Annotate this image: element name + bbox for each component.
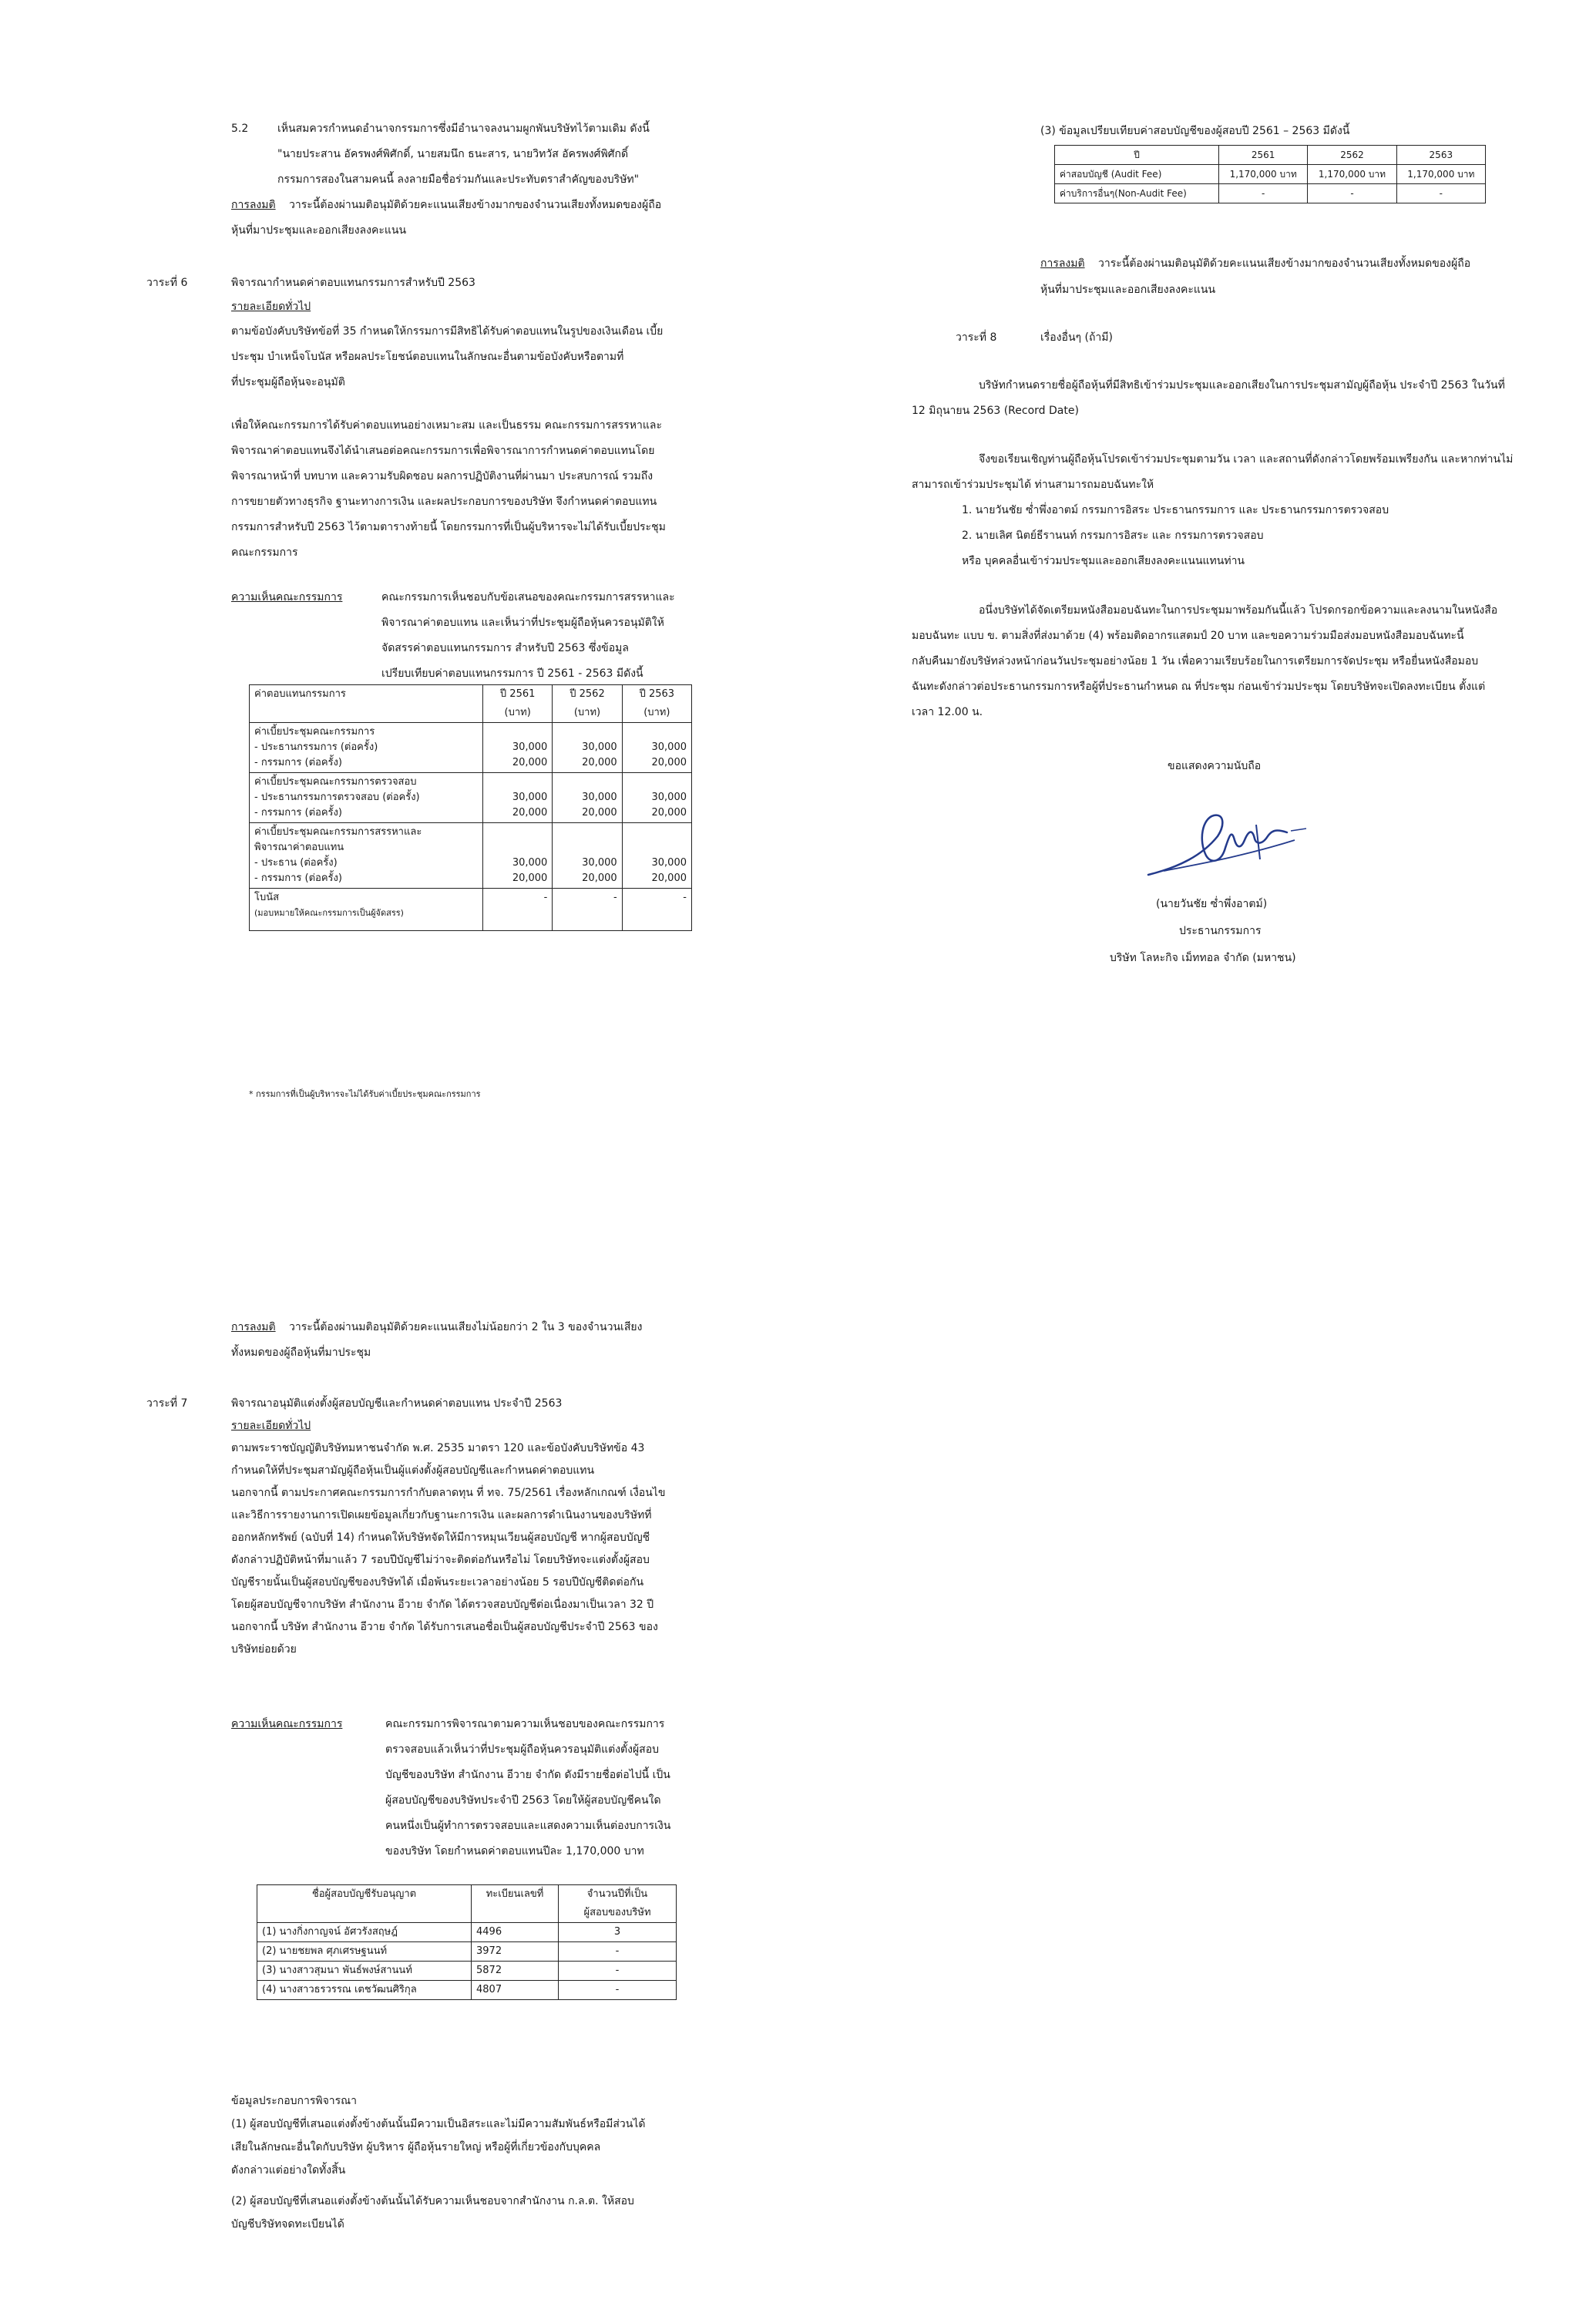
row-label: - กรรมการ (ต่อครั้ง) (254, 807, 342, 819)
resolution-label: การลงมติ (1040, 257, 1085, 270)
para-line: กำหนดให้ที่ประชุมสามัญผู้ถือหุ้นเป็นผู้แต่งตั้งผู้สอบบัญชีและกำหนดค่าตอบแทน (231, 1464, 595, 1477)
table-row (1055, 184, 1486, 203)
company-name: บริษัท โลหะกิจ เม็ททอล จำกัด (มหาชน) (1110, 952, 1296, 964)
table-row (257, 1981, 677, 2000)
para-line: คณะกรรมการ (231, 546, 298, 559)
resolution-text: วาระนี้ต้องผ่านมติอนุมัติด้วยคะแนนเสียงข้างมากของจำนวนเสียงทั้งหมดของผู้ถือ (289, 199, 662, 211)
row-label: - กรรมการ (ต่อครั้ง) (254, 872, 342, 884)
para-line: ที่ประชุมผู้ถือหุ้นจะอนุมัติ (231, 376, 345, 388)
row-label: - ประธานกรรมการตรวจสอบ (ต่อครั้ง) (254, 792, 420, 803)
table-cell: - (1396, 184, 1485, 203)
row-label: - กรรมการ (ต่อครั้ง) (254, 757, 342, 768)
para-line: ตามข้อบังคับบริษัทข้อที่ 35 กำหนดให้กรรมการมีสิทธิได้รับค่าตอบแทนในรูปของเงินเดือน เบี้ย (231, 325, 664, 338)
para-line: การขยายตัวทางธุรกิจ ฐานะทางการเงิน และผลประกอบการของบริษัท จึงกำหนดค่าตอบแทน (231, 496, 657, 508)
para-line: ตามพระราชบัญญัติบริษัทมหาชนจำกัด พ.ศ. 2535 มาตรา 120 และข้อบังคับบริษัทข้อ 43 (231, 1442, 645, 1454)
para-line: เวลา 12.00 น. (912, 706, 983, 718)
signer-name: (นายวันชัย ซ่ำพึ่งอาตม์) (1156, 898, 1268, 910)
table-header: 2562 (1308, 146, 1396, 165)
opinion-line: เปรียบเทียบค่าตอบแทนกรรมการ ปี 2561 - 2563 มีดังนี้ (381, 667, 643, 680)
para-line: ออกหลักทรัพย์ (ฉบับที่ 14) กำหนดให้บริษัทจัดให้มีการหมุนเวียนผู้สอบบัญชี หากผู้สอบบัญชี (231, 1531, 650, 1544)
auditor-reg: 4807 (472, 1981, 559, 2000)
auditor-years: - (559, 1981, 677, 2000)
item-line: (3) ข้อมูลเปรียบเทียบค่าสอบบัญชีของผู้สอบปี 2561 – 2563 มีดังนี้ (1040, 125, 1350, 137)
item-line: เห็นสมควรกำหนดอำนาจกรรมการซึ่งมีอำนาจลงนามผูกพันบริษัทไว้ตามเดิม ดังนี้ (277, 123, 650, 135)
resolution-label: การลงมติ (231, 199, 276, 211)
resolution-text: ทั้งหมดของผู้ถือหุ้นที่มาประชุม (231, 1346, 371, 1359)
table-unit: (บาท) (622, 704, 691, 723)
para-line: กรรมการสำหรับปี 2563 ไว้ตามตารางท้ายนี้ โดยกรรมการที่เป็นผู้บริหารจะไม่ได้รับเบี้ยประชุม (231, 521, 666, 533)
info-line: เสียในลักษณะอื่นใดกับบริษัท ผู้บริหาร ผู้ถือหุ้นรายใหญ่ หรือผู้ที่เกี่ยวข้องกับบุคคล (231, 2141, 601, 2153)
table-cell: 1,170,000 บาท (1396, 165, 1485, 184)
table-unit: (บาท) (553, 704, 622, 723)
para-line: พิจารณาหน้าที่ บทบาท และความรับผิดชอบ ผลการปฏิบัติงานที่ผ่านมา ประสบการณ์ รวมถึง (231, 470, 654, 482)
resolution-label: การลงมติ (231, 1321, 276, 1333)
opinion-line: ตรวจสอบแล้วเห็นว่าที่ประชุมผู้ถือหุ้นควรอนุมัติแต่งตั้งผู้สอบ (385, 1743, 660, 1756)
agenda-label: วาระที่ 7 (146, 1397, 188, 1410)
para-line: บริษัทกำหนดรายชื่อผู้ถือหุ้นที่มีสิทธิเข้าร่วมประชุมและออกเสียงในการประชุมสามัญผู้ถือหุ้น ประจำปี 2563 ในวันที่ (979, 379, 1505, 392)
table-footnote: * กรรมการที่เป็นผู้บริหารจะไม่ได้รับค่าเบี้ยประชุมคณะกรรมการ (249, 1089, 481, 1099)
para-line: ฉันทะดังกล่าวต่อประธานกรรมการหรือผู้ที่ประธานกำหนด ณ ที่ประชุม ก่อนเข้าร่วมประชุม โดยบริษัทจะเปิดลงทะเบียน ตั้งแต่ (912, 681, 1486, 693)
agenda-title: เรื่องอื่นๆ (ถ้ามี) (1040, 331, 1113, 344)
item-line: "นายประสาน อัครพงศ์พิศักดิ์, นายสมนึก ธนะสาร, นายวิทวัส อัครพงศ์พิศักดิ์ (277, 148, 629, 160)
para-line: ดังกล่าวปฏิบัติหน้าที่มาแล้ว 7 รอบปีบัญชีไม่ว่าจะติดต่อกันหรือไม่ โดยบริษัทจะแต่งตั้งผู้สอบ (231, 1554, 650, 1566)
agenda-label: วาระที่ 6 (146, 277, 188, 289)
row-label: ค่าบริการอื่นๆ(Non-Audit Fee) (1055, 184, 1219, 203)
opinion-label: ความเห็นคณะกรรมการ (231, 1718, 343, 1730)
table-header: จำนวนปีที่เป็น (559, 1885, 677, 1904)
table-cell: 1,170,000 บาท (1308, 165, 1396, 184)
detail-label: รายละเอียดทั่วไป (231, 1420, 311, 1432)
table-header: ทะเบียนเลขที่ (472, 1885, 559, 1923)
table-header: ชื่อผู้สอบบัญชีรับอนุญาต (257, 1885, 472, 1923)
table-cell: - (622, 889, 691, 931)
table-header: ปี 2561 (483, 685, 553, 704)
table-cell: 30,000 20,000 (553, 723, 622, 773)
para-line: กลับคืนมายังบริษัทล่วงหน้าก่อนวันประชุมอย่างน้อย 1 วัน เพื่อความเรียบร้อยในการเตรียมการจัดประชุม หรือยื่นหนังสือมอบ (912, 655, 1479, 667)
table-row (1055, 165, 1486, 184)
row-label: - ประธานกรรมการ (ต่อครั้ง) (254, 741, 378, 753)
table-group (250, 889, 483, 931)
table-cell: 30,000 20,000 (553, 823, 622, 889)
table-cell: 30,000 20,000 (483, 823, 553, 889)
proxy-line: หรือ บุคคลอื่นเข้าร่วมประชุมและออกเสียงลงคะแนนแทนท่าน (962, 555, 1245, 567)
table-cell: 30,000 20,000 (622, 823, 691, 889)
auditor-years: 3 (559, 1923, 677, 1942)
group-title: ค่าเบี้ยประชุมคณะกรรมการ (254, 726, 375, 738)
para-line: บัญชีรายนั้นเป็นผู้สอบบัญชีของบริษัทได้ เมื่อพ้นระยะเวลาอย่างน้อย 5 รอบปีบัญชีติดต่อกัน (231, 1576, 644, 1588)
table-unit: (บาท) (483, 704, 553, 723)
para-line: สามารถเข้าร่วมประชุมได้ ท่านสามารถมอบฉันทะให้ (912, 479, 1154, 491)
auditor-name: (2) นายชยพล ศุภเศรษฐนนท์ (257, 1942, 472, 1962)
para-line: นอกจากนี้ บริษัท สำนักงาน อีวาย จำกัด ได้รับการเสนอชื่อเป็นผู้สอบบัญชีประจำปี 2563 ของ (231, 1621, 658, 1633)
group-title: ค่าเบี้ยประชุมคณะกรรมการสรรหาและ (254, 826, 422, 838)
table-group (250, 723, 483, 773)
table-row (257, 1942, 677, 1962)
table-row (257, 1923, 677, 1942)
auditor-reg: 4496 (472, 1923, 559, 1942)
table-header: 2563 (1396, 146, 1485, 165)
para-line: จึงขอเรียนเชิญท่านผู้ถือหุ้นโปรดเข้าร่วมประชุมตามวัน เวลา และสถานที่ดังกล่าวโดยพร้อมเพรียงกัน และหากท่านไม่ (979, 453, 1514, 466)
table-cell: - (553, 889, 622, 931)
table-header: ค่าตอบแทนกรรมการ (250, 685, 483, 723)
table-header: ปี 2563 (622, 685, 691, 704)
info-line: (1) ผู้สอบบัญชีที่เสนอแต่งตั้งข้างต้นนั้นมีความเป็นอิสระและไม่มีความสัมพันธ์หรือมีส่วนได้ (231, 2118, 646, 2130)
proxy-line: 1. นายวันชัย ซ่ำพึ่งอาตม์ กรรมการอิสระ ประธานกรรมการ และ ประธานกรรมการตรวจสอบ (962, 504, 1389, 516)
table-cell: 1,170,000 บาท (1219, 165, 1308, 184)
table-cell: - (1219, 184, 1308, 203)
table-cell: - (1308, 184, 1396, 203)
table-header: 2561 (1219, 146, 1308, 165)
table-cell: 30,000 20,000 (622, 773, 691, 823)
auditor-name: (1) นางกิ่งกาญจน์ อัศวรังสฤษฎ์ (257, 1923, 472, 1942)
para-line: เพื่อให้คณะกรรมการได้รับค่าตอบแทนอย่างเหมาะสม และเป็นธรรม คณะกรรมการสรรหาและ (231, 419, 662, 432)
agenda-title: พิจารณากำหนดค่าตอบแทนกรรมการสำหรับปี 2563 (231, 277, 475, 289)
opinion-line: คณะกรรมการพิจารณาตามความเห็นชอบของคณะกรรมการ (385, 1718, 665, 1730)
auditor-reg: 5872 (472, 1962, 559, 1981)
auditor-years: - (559, 1962, 677, 1981)
para-line: อนึ่งบริษัทได้จัดเตรียมหนังสือมอบฉันทะในการประชุมมาพร้อมกันนี้แล้ว โปรดกรอกข้อความและลงนามในหนังสือ (979, 604, 1498, 617)
closing: ขอแสดงความนับถือ (1168, 760, 1262, 772)
item-line: กรรมการสองในสามคนนี้ ลงลายมือชื่อร่วมกันและประทับตราสำคัญของบริษัท" (277, 173, 640, 186)
resolution-text: หุ้นที่มาประชุมและออกเสียงลงคะแนน (231, 224, 407, 237)
para-line: พิจารณาค่าตอบแทนจึงได้นำเสนอต่อคณะกรรมการเพื่อพิจารณาการกำหนดค่าตอบแทนโดย (231, 445, 655, 457)
table-header: ผู้สอบของบริษัท (559, 1904, 677, 1923)
info-line: บัญชีบริษัทจดทะเบียนได้ (231, 2218, 344, 2231)
info-line: (2) ผู้สอบบัญชีที่เสนอแต่งตั้งข้างต้นนั้นได้รับความเห็นชอบจากสำนักงาน ก.ล.ต. ให้สอบ (231, 2195, 634, 2207)
group-title: พิจารณาค่าตอบแทน (254, 842, 344, 853)
table-cell: 30,000 20,000 (622, 723, 691, 773)
para-line: 12 มิถุนายน 2563 (Record Date) (912, 405, 1079, 417)
item-number: 5.2 (231, 123, 249, 135)
opinion-line: ผู้สอบบัญชีของบริษัทประจำปี 2563 โดยให้ผู้สอบบัญชีคนใด (385, 1794, 661, 1807)
signer-title: ประธานกรรมการ (1179, 925, 1262, 937)
group-title: ค่าเบี้ยประชุมคณะกรรมการตรวจสอบ (254, 776, 417, 788)
row-note: (มอบหมายให้คณะกรรมการเป็นผู้จัดสรร) (254, 908, 404, 918)
info-title: ข้อมูลประกอบการพิจารณา (231, 2095, 358, 2107)
para-line: และวิธีการรายงานการเปิดเผยข้อมูลเกี่ยวกับฐานะการเงิน และผลการดำเนินงานของบริษัทที่ (231, 1509, 652, 1521)
signature-image (1133, 794, 1326, 886)
opinion-line: คนหนึ่งเป็นผู้ทำการตรวจสอบและแสดงความเห็นต่องบการเงิน (385, 1820, 671, 1832)
table-cell: 30,000 20,000 (483, 773, 553, 823)
auditor-table (257, 1884, 677, 2000)
table-header: ปี (1055, 146, 1219, 165)
table-header: ปี 2562 (553, 685, 622, 704)
proxy-line: 2. นายเลิศ นิตย์ธีรานนท์ กรรมการอิสระ และ กรรมการตรวจสอบ (962, 529, 1264, 542)
row-label: โบนัส (254, 892, 280, 903)
resolution-text: วาระนี้ต้องผ่านมติอนุมัติด้วยคะแนนเสียงไม่น้อยกว่า 2 ใน 3 ของจำนวนเสียง (289, 1321, 643, 1333)
row-label: ค่าสอบบัญชี (Audit Fee) (1055, 165, 1219, 184)
para-line: นอกจากนี้ ตามประกาศคณะกรรมการกำกับตลาดทุน ที่ ทจ. 75/2561 เรื่องหลักเกณฑ์ เงื่อนไข (231, 1487, 666, 1499)
table-group (250, 773, 483, 823)
table-group (250, 823, 483, 889)
para-line: ประชุม บำเหน็จโบนัส หรือผลประโยชน์ตอบแทนในลักษณะอื่นตามข้อบังคับหรือตามที่ (231, 351, 624, 363)
opinion-line: พิจารณาค่าตอบแทน และเห็นว่าที่ประชุมผู้ถือหุ้นควรอนุมัติให้ (381, 617, 664, 629)
opinion-line: คณะกรรมการเห็นชอบกับข้อเสนอของคณะกรรมการสรรหาและ (381, 591, 675, 603)
table-cell: - (483, 889, 553, 931)
audit-fee-table (1054, 145, 1486, 203)
table-cell: 30,000 20,000 (553, 773, 622, 823)
auditor-name: (3) นางสาวสุมนา พันธ์พงษ์สานนท์ (257, 1962, 472, 1981)
table-cell: 30,000 20,000 (483, 723, 553, 773)
para-line: มอบฉันทะ แบบ ข. ตามสิ่งที่ส่งมาด้วย (4) พร้อมติดอากรแสตมป์ 20 บาท และขอความร่วมมือส่งมอบหนังสือมอบฉันทะนี้ (912, 630, 1464, 642)
resolution-text: วาระนี้ต้องผ่านมติอนุมัติด้วยคะแนนเสียงข้างมากของจำนวนเสียงทั้งหมดของผู้ถือ (1098, 257, 1471, 270)
auditor-years: - (559, 1942, 677, 1962)
detail-label: รายละเอียดทั่วไป (231, 301, 311, 313)
opinion-line: บัญชีของบริษัท สำนักงาน อีวาย จำกัด ดังมีรายชื่อต่อไปนี้ เป็น (385, 1769, 670, 1781)
row-label: - ประธาน (ต่อครั้ง) (254, 857, 338, 869)
info-line: ดังกล่าวแต่อย่างใดทั้งสิ้น (231, 2164, 346, 2177)
para-line: โดยผู้สอบบัญชีจากบริษัท สำนักงาน อีวาย จำกัด ได้ตรวจสอบบัญชีต่อเนื่องมาเป็นเวลา 32 ปี (231, 1599, 654, 1611)
remuneration-table (249, 684, 692, 931)
auditor-reg: 3972 (472, 1942, 559, 1962)
opinion-line: จัดสรรค่าตอบแทนกรรมการ สำหรับปี 2563 ซึ่งข้อมูล (381, 642, 629, 654)
auditor-name: (4) นางสาวธรวรรณ เตชวัฒนศิริกุล (257, 1981, 472, 2000)
agenda-label: วาระที่ 8 (956, 331, 997, 344)
para-line: บริษัทย่อยด้วย (231, 1643, 297, 1656)
resolution-text: หุ้นที่มาประชุมและออกเสียงลงคะแนน (1040, 284, 1216, 296)
agenda-title: พิจารณาอนุมัติแต่งตั้งผู้สอบบัญชีและกำหนดค่าตอบแทน ประจำปี 2563 (231, 1397, 563, 1410)
opinion-line: ของบริษัท โดยกำหนดค่าตอบแทนปีละ 1,170,000 บาท (385, 1845, 644, 1857)
table-row (257, 1962, 677, 1981)
opinion-label: ความเห็นคณะกรรมการ (231, 591, 343, 603)
